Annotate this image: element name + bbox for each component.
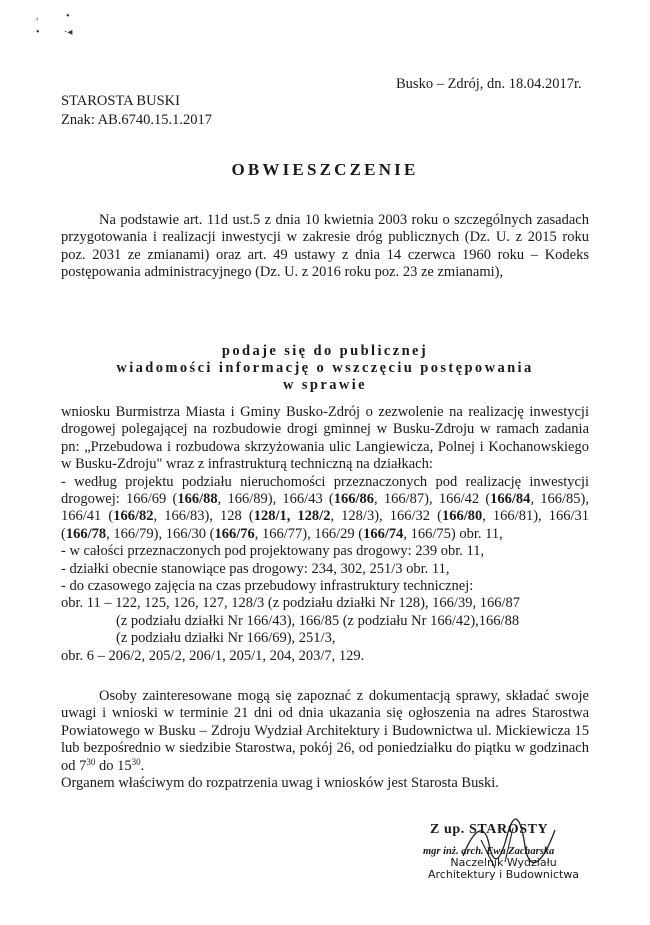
parcel-new: 166/76 [214,525,255,542]
comments-text: . [140,757,145,774]
parcels-text: , 166/75) obr. 11, [403,525,503,542]
hours-superscript: 30 [86,756,96,767]
signatory-title [428,857,579,881]
comments-text: Osoby zainteresowane mogą się zapoznać z dokumentacją sprawy, składać swoje uwagi i wnioski w terminie 21 dni od dnia ukazania się ogłoszenia na adres Starostwa Powiatowego w Busku – Zdroju Wydział Architektury i Budownictwa ul. Mickiewicza 15 lub bezpośrednio w siedzibie Starostwa, pokój 26, od poniedziałku do piątku w godzinach od 7 [61,688,589,774]
issuer-block [61,92,212,130]
signatory-role-line: Architektury i Budownictwa [428,868,580,881]
intro-paragraph [61,212,589,282]
parcel-new: 166/88 [177,491,218,508]
document-title: OBWIESZCZENIE [231,160,419,179]
subject-paragraph: wniosku Burmistrza Miasta i Gminy Busko-Zdrój o zezwolenie na realizację inwestycji drogowej polegającej na rozbudowie drogi gminnej w Busku-Zdroju w ramach zadania pn: „Przebudowa i rozbudowa skrzyżowania ulic Langiewicza, Polnej i Kochanowskiego w Busku-Zdroju" wraz z infrastrukturą techniczną na działkach: [61,404,589,473]
parcels-text: , 166/79), 166/30 ( [106,525,215,542]
comments-paragraph [61,688,589,775]
parcel-list-division [61,474,589,544]
parcels-text: , 128/3), 166/32 ( [330,508,442,525]
parcels-text: - według projektu podziału nieruchomości przeznaczonych pod realizację inwestycji drogowej: 166/69 ( [61,473,589,508]
parcel-new: 166/86 [333,491,375,508]
issuer-name: STAROSTA BUSKI [61,93,180,109]
parcel-list-temporary: - do czasowego zajęcia na czas przebudowy infrastruktury technicznej: [61,578,474,595]
announcement-headline [40,343,610,394]
parcels-text: , 166/85), 166/41 ( [61,491,590,525]
parcel-new: 166/74 [363,525,404,542]
parcel-new: 166/80 [441,508,483,525]
parcels-text: , 166/87), 166/42 ( [374,491,491,508]
main-body [61,404,589,665]
headline-line-1: podaje się do publicznej [221,343,429,359]
signature-on-behalf: Z up. STAROSTY [430,822,549,837]
competent-authority-line: Organem właściwym do rozpatrzenia uwag i wniosków jest Starosta Buski. [61,775,499,792]
obr11-parcels-line: obr. 11 – 122, 125, 126, 127, 128/3 (z podziału działki Nr 128), 166/39, 166/87 [61,595,520,612]
signatory-role-line: Naczelnik Wydziału [450,856,557,869]
parcels-text: , 166/77), 166/29 ( [254,525,364,542]
legal-basis-text: Na podstawie art. 11d ust.5 z dnia 10 kwietnia 2003 roku o szczególnych zasadach przygotowania i realizacji inwestycji w zakresie dróg publicznych (Dz. U. z 2015 roku poz. 2031 ze zmianami) oraz art. 49 ustawy z dnia 14 czerwca 1960 roku – Kodeks postępowania administracyjnego (Dz. U. z 2016 roku poz. 23 ze zmianami), [61,212,589,281]
comments-text: do 15 [95,757,132,774]
parcel-list-existing-road: - działki obecnie stanowiące pas drogowy: 234, 302, 251/3 obr. 11, [61,560,450,577]
parcel-new: 166/82 [113,508,154,525]
obr11-parcels-line: (z podziału działki Nr 166/69), 251/3, [116,630,336,647]
case-reference: Znak: AB.6740.15.1.2017 [61,112,213,128]
obr6-parcels-line: obr. 6 – 206/2, 205/2, 206/1, 205/1, 204, 203/7, 129. [61,647,365,664]
headline-line-2: wiadomości informację o wszczęciu postępowania [116,360,534,376]
parcels-text: , 166/81), 166/31 ( [61,508,590,542]
parcels-text: , 166/83), 128 ( [153,508,254,525]
parcel-new: 166/84 [490,491,531,508]
document-date: Busko – Zdrój, dn. 18.04.2017r. [396,76,582,92]
parcel-list-full-road: - w całości przeznaczonych pod projektowany pas drogowy: 239 obr. 11, [61,543,485,560]
parcels-text: , 166/89), 166/43 ( [217,491,334,508]
signatory-name: mgr inż. arch. Ewa Zacharska [423,846,555,857]
headline-line-3: w sprawie [282,377,368,393]
notice-body [61,688,589,792]
hours-superscript: 30 [131,756,141,767]
obr11-parcels-line: (z podziału działki Nr 166/43), 166/85 (z podziału Nr 166/42),166/88 [116,612,520,629]
parcel-new: 128/1, 128/2 [253,508,331,525]
parcel-new: 166/78 [65,525,107,542]
